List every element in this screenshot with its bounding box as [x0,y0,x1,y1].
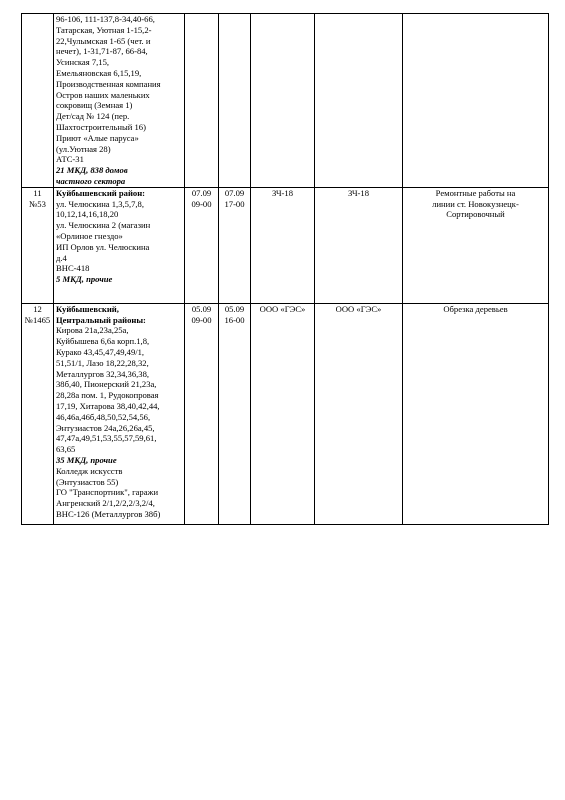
address-line: 96-106, 111-137,8-34,40-66, [56,14,155,24]
address-line: 28,28а пом. 1, Рудокопровая [56,390,159,401]
address-line: Курако 43,45,47,49,49/1, [56,346,145,357]
start-date: 07.09 [191,187,212,198]
address-line: 22,Чулымская 1-65 (чет. и [56,35,151,46]
address-line: Приют «Алые паруса» [56,132,139,143]
address-line: Кирова 21а,23а,25а, [56,325,129,336]
address-line: 46,46а,46б,48,50,52,54,56, [56,411,151,422]
row-number: 12 [33,303,42,314]
end-cell [219,187,251,303]
start-cell [185,303,219,524]
start-time: 09-00 [191,198,212,209]
address-line: ИП Орлов ул. Челюскина [56,241,150,252]
responsible-cell [315,187,403,303]
responsible-organization: ЗЧ-18 [347,187,370,198]
responsible-cell [315,14,403,188]
address-line: 10,12,14,16,18,20 [56,209,119,220]
responsible-organization: ООО «ГЭС» [335,303,382,314]
work-description-line: линии ст. Новокузнецк- [432,198,519,209]
start-date: 05.09 [191,303,212,314]
address-line: нечет), 1-31,71-87, 66-84, [56,46,148,57]
address-line: ул. Челюскина 1,3,5,7,8, [56,198,144,209]
end-cell [219,14,251,188]
address-line: Куйбышева 6,6а корп.1,8, [56,336,150,347]
address-line: частного сектора [56,175,126,186]
address-line: 38б,40, Пионерский 21,23а, [56,379,157,390]
address-line: Ангренский 2/1,2/2,2/3,2/4, [56,498,155,509]
address-cell [54,14,185,188]
row-number-cell [22,187,54,303]
address-line: Шахтостроительный 16) [56,121,146,132]
responsible-cell [315,303,403,524]
address-line: 51,51/1, Лазо 18,22,28,32, [56,357,149,368]
end-time: 16-00 [224,314,245,325]
address-line: сокровищ (Земная 1) [56,100,133,111]
address-cell [54,187,185,303]
address-line: Усинская 7,15, [56,57,110,68]
table-row [22,14,549,188]
outage-table [21,13,549,525]
work-description-cell [403,303,549,524]
address-line: Энтузиастов 24а,26,26а,45, [56,422,155,433]
address-line: Дет/сад № 124 (пер. [56,111,130,122]
start-cell [185,14,219,188]
organization: ЗЧ-18 [271,187,294,198]
address-line: 17,19, Хитарова 38,40,42,44, [56,400,160,411]
work-description-line: Обрезка деревьев [443,303,508,314]
address-line: Куйбышевский, [56,303,119,314]
address-line: 63,65 [56,444,76,455]
start-cell [185,187,219,303]
address-line: ВНС-126 (Металлургов 38б) [56,508,161,519]
organization-cell [251,303,315,524]
address-line: ул. Челюскина 2 (магазин [56,220,151,231]
address-line: (ул.Уютная 28) [56,143,111,154]
address-cell [54,303,185,524]
table-body [22,14,549,525]
row-number-cell [22,14,54,188]
address-line: Производственная компания [56,78,161,89]
work-description-line: Ремонтные работы на [435,187,516,198]
request-number: №53 [29,198,46,209]
address-line: ГО "Транспортник", гаражи [56,487,159,498]
address-line: Остров наших маленьких [56,89,150,100]
address-line: Куйбышевский район: [56,187,146,198]
organization-cell [251,14,315,188]
address-line: Емельяновская 6,15,19, [56,67,142,78]
address-line: Колледж искусств [56,465,123,476]
start-time: 09-00 [191,314,212,325]
address-line: 5 МКД, прочие [56,274,113,285]
table-row [22,187,549,303]
work-description-cell [403,14,549,188]
request-number: №1465 [24,314,51,325]
organization: ООО «ГЭС» [259,303,306,314]
work-description-cell [403,187,549,303]
address-line: Металлургов 32,34,36,38, [56,368,150,379]
address-line: Центральный районы: [56,314,146,325]
address-line: 47,47а,49,51,53,55,57,59,61, [56,433,157,444]
address-line: 35 МКД, прочие [56,454,117,465]
address-line: д.4 [56,252,67,263]
address-line: АТС-31 [56,154,84,165]
row-number: 11 [33,187,42,198]
organization-cell [251,187,315,303]
address-line: (Энтузиастов 55) [56,476,119,487]
address-line: 21 МКД, 838 домов [56,165,128,176]
address-line: «Орлиное гнездо» [56,230,123,241]
end-cell [219,303,251,524]
table-row [22,303,549,524]
end-date: 07.09 [224,187,245,198]
row-number-cell [22,303,54,524]
address-line: ВНС-418 [56,263,90,274]
address-line: Татарская, Уютная 1-15,2- [56,24,152,35]
work-description-line: Сортировочный [446,209,505,220]
end-time: 17-00 [224,198,245,209]
end-date: 05.09 [224,303,245,314]
